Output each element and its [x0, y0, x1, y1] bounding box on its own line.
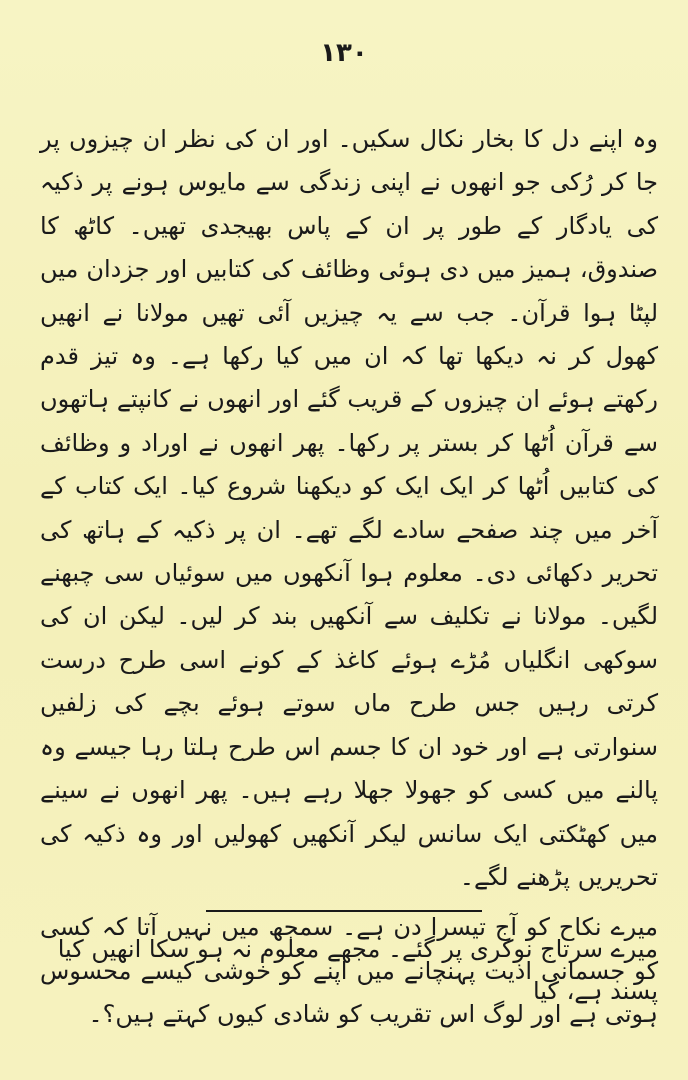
body-text — [40, 118, 658, 1037]
paragraph: وہ اپنے دل کا بخار نکال سکیں۔ اور ان کی نظر ان چیزوں پر جا کر رُکی جو انھوں نے اپنی زندگی سے مایوس ہونے پر ذکیہ کی یادگار کے طور پر ان کے پاس بھیجدی تھیں۔ کاٹھ کا صندوق، ہمیز میں دی ہوئی وظائف کی کتابیں اور جزدان میں لپٹا ہوا قرآن۔ جب سے یہ چیزیں آئی تھیں مولانا نے انھیں کھول کر نہ دیکھا تھا کہ ان میں کیا رکھا ہے۔ وہ تیز قدم رکھتے ہوئے ان چیزوں کے قریب گئے اور انھوں نے کانپتے ہاتھوں سے قرآن اُٹھا کر بستر پر رکھا۔ پھر انھوں نے اوراد و وظائف کی کتابیں اُٹھا کر ایک ایک کو دیکھنا شروع کیا۔ ایک کتاب کے آخر میں چند صفحے سادے لگے تھے۔ ان پر ذکیہ کے ہاتھ کی تحریر دکھائی دی۔ معلوم ہوا آنکھوں میں سوئیاں سی چبھنے لگیں۔ مولانا نے تکلیف سے آنکھیں بند کر لیں۔ لیکن ان کی سوکھی انگلیاں مُڑے ہوئے کاغذ کے کونے اسی طرح درست کرتی رہیں جس طرح ماں سوتے ہوئے بچے کی زلفیں سنوارتی ہے اور خود ان کا جسم اس طرح ہلتا رہا جیسے وہ پالنے میں کسی کو جھولا جھلا رہے ہیں۔ پھر انھوں نے سینے میں کھٹکتی ایک سانس لیکر آنکھیں کھولیں اور وہ ذکیہ کی تحریریں پڑھنے لگے۔ — [40, 125, 658, 891]
footnote-divider — [206, 910, 482, 912]
footnote: میرے سرتاج نوکری پر گئے۔ مجھے معلوم نہ ہو سکا انھیں کیا پسند ہے، کیا — [57, 935, 658, 1005]
paragraph: میرے نکاح کو آج تیسرا دن ہے۔ سمجھ میں نہیں آتا کہ کسی کو جسمانی اذیت پہنچانے میں اپنے کو خوشی کیسے محسوس ہوتی ہے اور لوگ اس تقریب کو شادی کیوں کہتے ہیں؟۔ — [40, 913, 658, 1029]
page-number: ۱۳۰ — [320, 38, 368, 68]
